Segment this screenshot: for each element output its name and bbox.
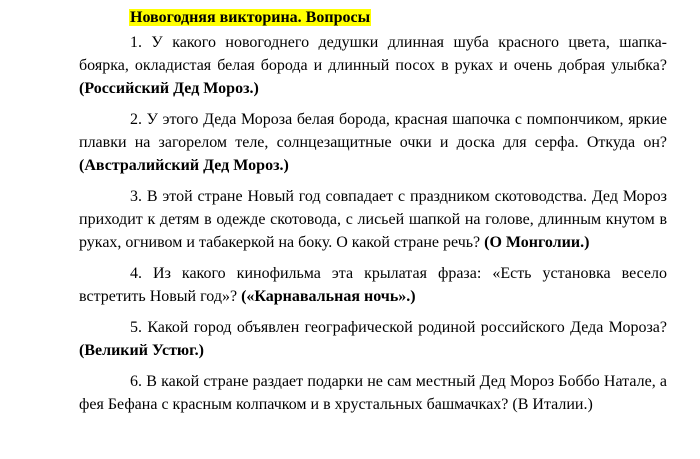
question-text: 3. В этой стране Новый год совпадает с праздником скотоводства. Дед Мороз приходит к детям в одежде скотовода, с лисьей шапкой на голове, длинным кнутом в руках, огнивом и табакеркой на боку. О какой стране речь?: [79, 188, 667, 251]
document-title: Новогодняя викторина. Вопросы: [130, 9, 371, 26]
question-answer: (О Монголии.): [484, 234, 590, 251]
question-text: 5. Какой город объявлен географической родиной российского Деда Мороза?: [130, 319, 667, 336]
question-1: [79, 31, 667, 100]
question-answer: (Австралийский Дед Мороз.): [79, 157, 289, 174]
question-3: [79, 185, 667, 254]
question-text: 6. В какой стране раздает подарки не сам местный Дед Мороз Боббо Натале, а фея Бефана с красным колпачком и в хрустальных башмачках? (В Италии.): [79, 373, 667, 413]
question-text: 1. У какого новогоднего дедушки длинная шуба красного цвета, шапка-боярка, окладистая белая борода и длинный посох в руках и очень добрая улыбка?: [79, 34, 667, 74]
question-answer: (Российский Дед Мороз.): [79, 80, 259, 97]
question-5: [79, 316, 667, 362]
question-2: [79, 108, 667, 177]
question-answer: («Карнавальная ночь».): [241, 288, 416, 305]
question-text: 2. У этого Деда Мороза белая борода, красная шапочка с помпончиком, яркие плавки на загорелом теле, солнцезащитные очки и доска для серфа. Откуда он?: [79, 111, 667, 151]
document-page: [79, 6, 667, 424]
question-4: [79, 262, 667, 308]
question-6: [79, 370, 667, 416]
title-line: [129, 6, 667, 29]
question-text: 4. Из какого кинофильма эта крылатая фраза: «Есть установка весело встретить Новый год»?: [79, 265, 667, 305]
question-answer: (Великий Устюг.): [79, 342, 204, 359]
